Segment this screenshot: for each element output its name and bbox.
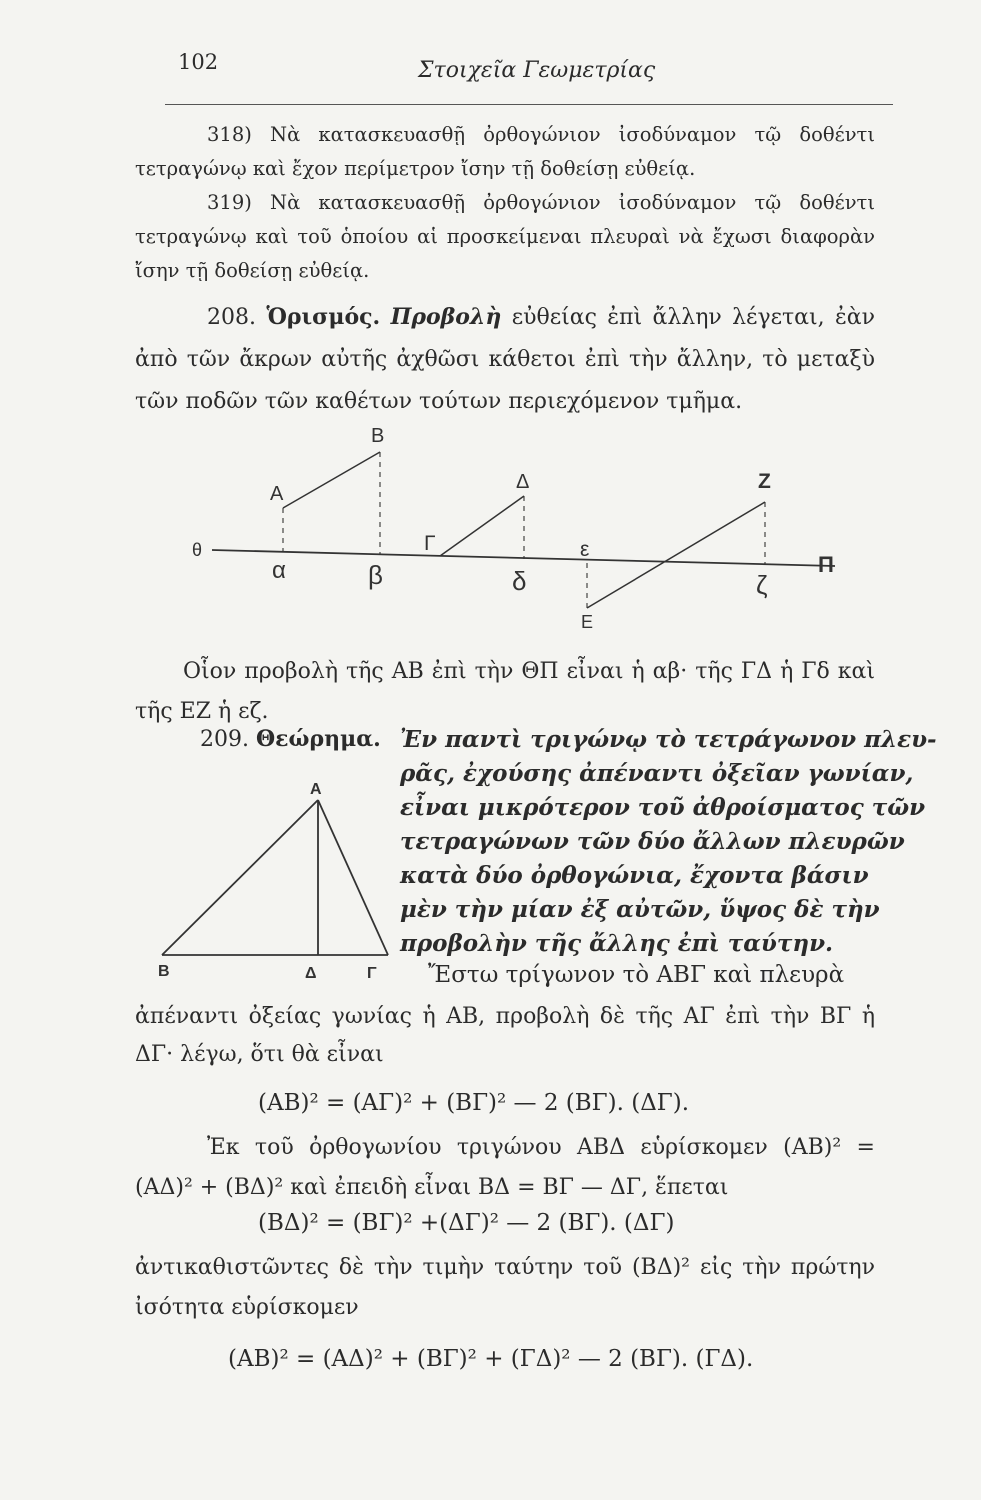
theorem-line-3: εἶναι μικρότερον τοῦ ἀθροίσματος τῶν (400, 794, 926, 821)
theorem-line-2: ρᾶς, ἐχούσης ἀπέναντι ὀξεῖαν γωνίαν, (400, 760, 914, 787)
formula-3: (ΑΒ)² = (ΑΔ)² + (ΒΓ)² + (ΓΔ)² — 2 (ΒΓ). (ΓΔ). (228, 1346, 754, 1372)
example-text: Οἷον προβολὴ τῆς ΑΒ ἐπὶ τὴν ΘΠ εἶναι ἡ αβ· τῆς ΓΔ ἡ Γδ καὶ τῆς ΕΖ ἡ εζ. (135, 659, 875, 724)
label-A-triangle: Α (310, 781, 322, 798)
label-Gamma: Γ (424, 532, 436, 555)
label-zeta: ζ (756, 570, 768, 600)
label-Gamma-triangle: Γ (367, 965, 377, 982)
problem-319: 319) Νὰ κατασκευασθῇ ὀρθογώνιον ἰσοδύναμον τῷ δοθέντι τετραγώνῳ καὶ τοῦ ὁποίου αἱ προσκείμεναι πλευραὶ νὰ ἔχωσι διαφορὰν ἴσην τῇ δοθείσῃ εὐθείᾳ. (135, 191, 875, 282)
page-number: 102 (178, 50, 219, 74)
label-Z: Ζ (758, 470, 771, 493)
side-ag (318, 800, 388, 955)
theorem-line-7: προβολὴν τῆς ἄλλης ἐπὶ ταύτην. (400, 930, 834, 957)
label-Pi: Π (818, 552, 834, 577)
label-B-triangle: Β (158, 963, 170, 980)
running-title: Στοιχεῖα Γεωμετρίας (418, 58, 656, 83)
label-Delta-triangle: Δ (305, 965, 317, 982)
label-delta: δ (512, 566, 527, 596)
problem-318: 318) Νὰ κατασκευασθῇ ὀρθογώνιον ἰσοδύναμον τῷ δοθέντι τετραγώνῳ καὶ ἔχον περίμετρον ἴσην τῇ δοθείσῃ εὐθείᾳ. (135, 123, 875, 180)
label-E: Ε (581, 612, 594, 632)
side-ba (162, 800, 318, 955)
definition-heading: Ὁρισμός. (266, 304, 381, 330)
label-A: Α (270, 483, 284, 505)
definition-text: εὐθείας ἐπὶ ἄλλην λέγεται, ἐὰν ἀπὸ τῶν ἄκρων αὐτῆς ἀχθῶσι κάθετοι ἐπὶ τὴν ἄλλην, τὸ μεταξὺ τῶν ποδῶν τῶν καθέτων τούτων περιεχόμενον τμῆμα. (135, 305, 876, 414)
proof-paragraph-3: ἀντικαθιστῶντες δὲ τὴν τιμὴν ταύτην τοῦ (ΒΔ)² εἰς τὴν πρώτην ἰσότητα εὑρίσκομεν (135, 1255, 875, 1320)
formula-2: (ΒΔ)² = (ΒΓ)² +(ΔΓ)² — 2 (ΒΓ). (ΔΓ) (258, 1210, 675, 1236)
label-epsilon: ε (580, 538, 590, 561)
proof-first-line: Ἔστω τρίγωνον τὸ ΑΒΓ καὶ πλευρὰ (428, 962, 845, 988)
theorem-line-4: τετραγώνων τῶν δύο ἄλλων πλευρῶν (400, 828, 905, 855)
theorem-line-5: κατὰ δύο ὀρθογώνια, ἔχοντα βάσιν (400, 862, 869, 889)
label-alpha: α (272, 557, 286, 584)
definition-number: 208. (207, 305, 256, 330)
theorem-title: 209. Θεώρημα. (200, 726, 381, 752)
label-theta: θ (192, 540, 203, 560)
proof-paragraph-2: Ἐκ τοῦ ὀρθογωνίου τριγώνου ΑΒΔ εὑρίσκομεν (ΑΒ)² = (ΑΔ)² + (ΒΔ)² καὶ ἐπειδὴ εἶναι ΒΔ = ΒΓ — ΔΓ, ἕπεται (135, 1135, 875, 1200)
formula-1: (ΑΒ)² = (ΑΓ)² + (ΒΓ)² — 2 (ΒΓ). (ΔΓ). (258, 1090, 690, 1116)
theorem-line-1: Ἐν παντὶ τριγώνῳ τὸ τετράγωνον πλευ- (400, 726, 937, 753)
theorem-line-6: μὲν τὴν μίαν ἐξ αὐτῶν, ὕψος δὲ τὴν (400, 896, 880, 923)
definition-term: Προβολὴ (390, 304, 502, 330)
label-Delta: Δ (516, 471, 530, 493)
proof-continuation: ἀπέναντι ὀξείας γωνίας ἡ ΑΒ, προβολὴ δὲ τῆς ΑΓ ἐπὶ τὴν ΒΓ ἡ ΔΓ· λέγω, ὅτι θὰ εἶναι (135, 1004, 875, 1067)
label-beta: β (368, 560, 383, 590)
label-B: Β (371, 425, 385, 447)
